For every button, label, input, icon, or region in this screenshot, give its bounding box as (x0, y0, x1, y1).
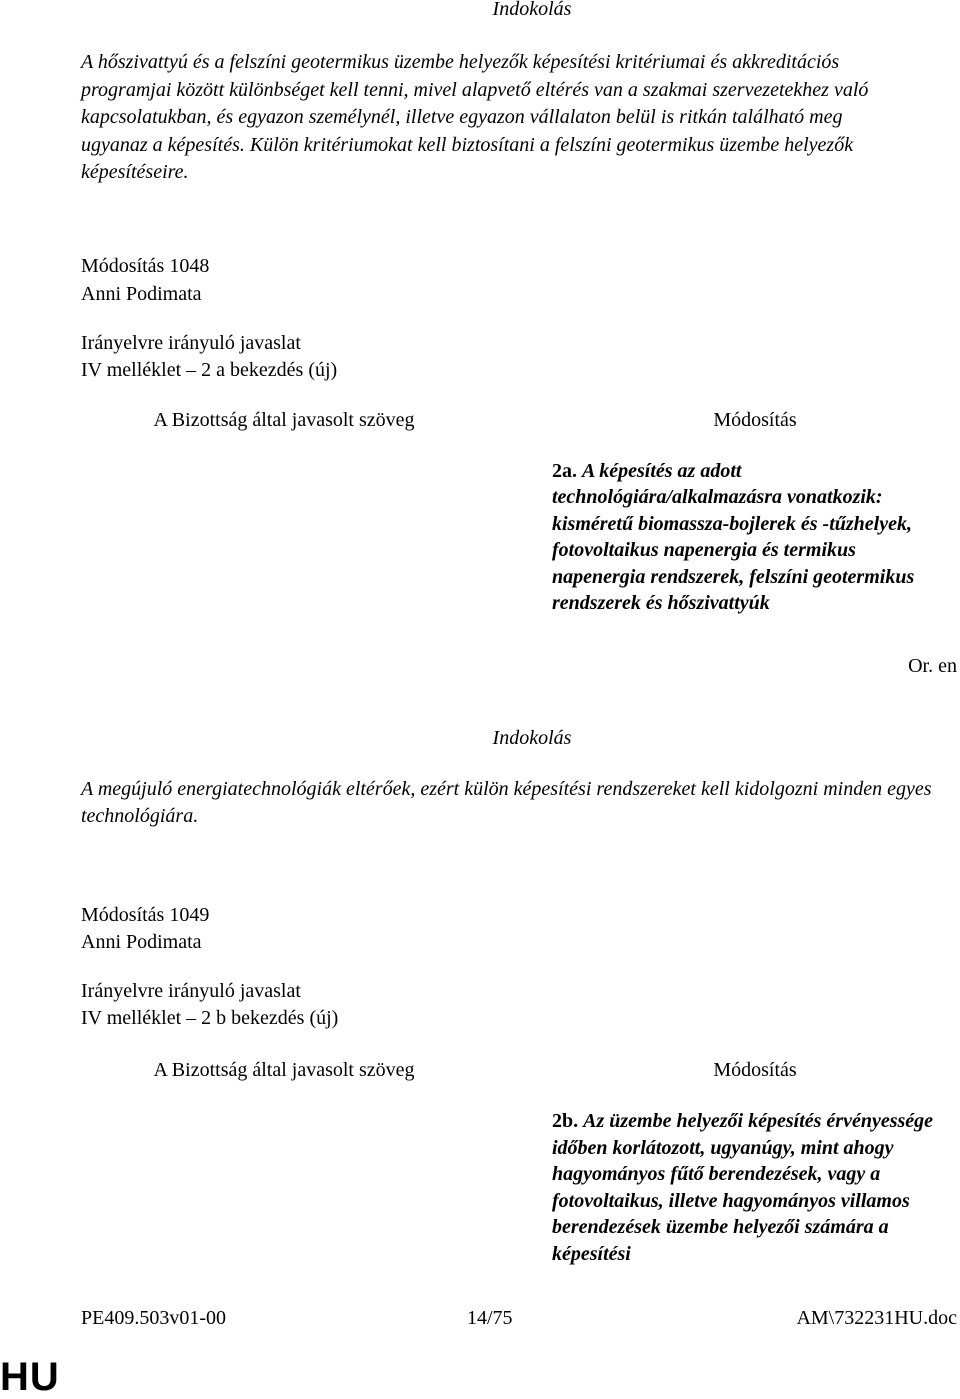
justification-title: Indokolás (492, 0, 572, 20)
column-header-amendment: Módosítás (713, 409, 797, 431)
amendment-number: Módosítás 1048 (81, 255, 210, 277)
amendment-body: Az üzembe helyezői képesítés érvényessége időben korlátozott, ugyanúgy, mint ahogy hagyományos fűtő berendezések, vagy a fotovoltaikus, illetve hagyományos villamos berendezések üzembe helyezői számára a képesítési (552, 1110, 934, 1265)
amendment-author: Anni Podimata (81, 931, 202, 953)
amendment-text (552, 1108, 952, 1268)
amendment-number: Módosítás 1049 (81, 904, 210, 926)
amendment-author: Anni Podimata (81, 283, 202, 305)
paragraph-number: 2b. (552, 1110, 584, 1132)
footer-page-number: 14/75 (467, 1307, 513, 1329)
proposal-type: Irányelvre irányuló javaslat (81, 332, 301, 354)
column-header-amendment: Módosítás (713, 1059, 797, 1081)
justification-text: A hőszivattyú és a felszíni geotermikus üzembe helyezők képesítési kritériumai és akkreditációs programjai között különbséget kell tenni, mivel alapvető eltérés van a szakmai szervezetekhez való kapcsolatukban, és egyazon személynél, illetve egyazon vállalaton belül is ritkán található meg ugyanaz a képesítés. Külön kritériumokat kell biztosítani a felszíni geotermikus üzembe helyezők képesítéseire. (81, 51, 869, 183)
paragraph-number: 2a. (552, 460, 582, 482)
column-header-commission: A Bizottság által javasolt szöveg (153, 409, 415, 431)
footer-document-reference: PE409.503v01-00 (81, 1307, 226, 1329)
justification-title: Indokolás (492, 727, 572, 749)
article-reference: IV melléklet – 2 b bekezdés (új) (81, 1007, 339, 1029)
column-header-commission: A Bizottság által javasolt szöveg (153, 1059, 415, 1081)
language-code: HU (0, 1355, 60, 1399)
justification-text: A megújuló energiatechnológiák eltérőek, ezért külön képesítési rendszereket kell kidolgozni minden egyes technológiára. (81, 778, 932, 827)
footer-file-name: AM\732231HU.doc (796, 1307, 957, 1329)
article-reference: IV melléklet – 2 a bekezdés (új) (81, 359, 338, 381)
original-language: Or. en (908, 655, 957, 677)
amendment-body: A képesítés az adott technológiára/alkalmazásra vonatkozik: kisméretű biomassza-bojlerek és -tűzhelyek, fotovoltaikus napenergia és termikus napenergia rendszerek, felszíni geotermikus rendszerek és hőszivattyúk (552, 460, 915, 615)
proposal-type: Irányelvre irányuló javaslat (81, 980, 301, 1002)
amendment-text (552, 458, 936, 616)
